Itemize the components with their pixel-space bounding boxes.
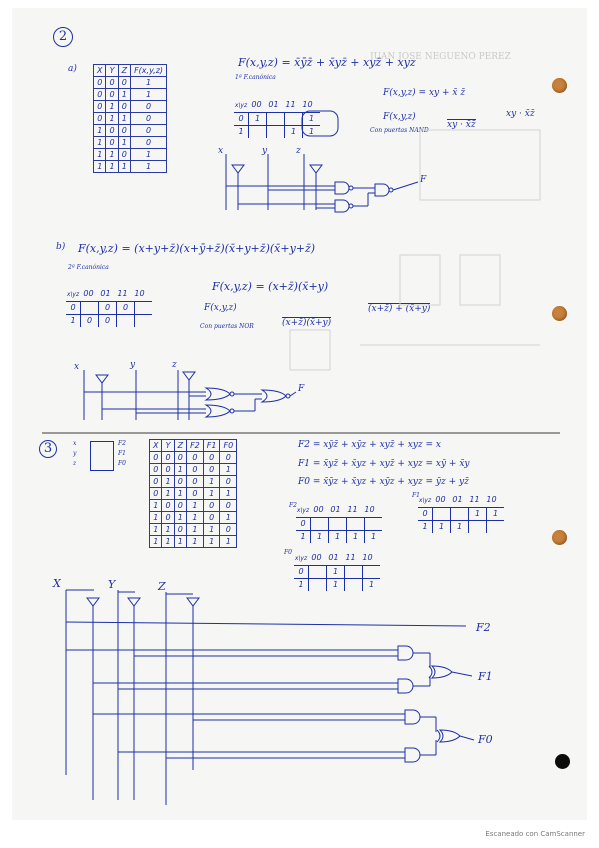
circuit-3-output-f0: F0 [478, 733, 493, 746]
block-in-y: y [73, 450, 77, 457]
kmap-row-label: 0 [238, 114, 244, 123]
tt3-cell: 1 [150, 512, 162, 524]
kmap-corner: x\yz [296, 507, 310, 514]
kmap-cell: 1 [450, 521, 468, 533]
kmap-col-label: 11 [285, 100, 296, 109]
kmap-cell: 1 [284, 126, 302, 138]
tt3-cell: 0 [150, 452, 162, 464]
circuit-2b-output: F [298, 384, 305, 394]
tt3-header: Z [174, 440, 186, 452]
kmap-row-label: 1 [238, 127, 244, 136]
tt2a-cell: 1 [94, 161, 106, 173]
kmap-cell: 1 [326, 579, 344, 591]
kmap-row-label: 1 [422, 522, 428, 531]
equation-f2: F2 = xȳz̄ + xȳz + xyz̄ + xyz = x [298, 440, 441, 450]
kmap-col-label: 00 [83, 289, 94, 298]
nand-den-2a: xy · x̄z̄ [447, 120, 476, 130]
tt3-cell: 1 [203, 488, 220, 500]
nor-note-2b: Con puertas NOR [200, 323, 254, 330]
kmap-cell: 1 [362, 579, 380, 591]
tt3-cell: 1 [203, 524, 220, 536]
circuit-2b-input-x: x [74, 362, 80, 372]
section-number-3-text: 3 [43, 441, 53, 456]
tt3-cell: 1 [187, 500, 204, 512]
tt3-cell: 1 [174, 488, 186, 500]
tt2a-cell: 1 [131, 77, 167, 89]
tt3-cell: 0 [162, 512, 174, 524]
kmap-col-label: 00 [251, 100, 262, 109]
tt3-cell: 0 [187, 488, 204, 500]
kmap-col-label: 11 [117, 289, 128, 298]
tt3-cell: 1 [150, 524, 162, 536]
tt2a-cell: 0 [94, 101, 106, 113]
canonical-2a: F(x,y,z) = x̄ȳz̄ + x̄yz̄ + xyz̄ + xyz [238, 56, 416, 69]
kmap-col-label: 10 [362, 553, 373, 562]
tt3-cell: 1 [174, 536, 186, 548]
tt3-cell: 1 [162, 524, 174, 536]
tt3-cell: 0 [162, 500, 174, 512]
kmap-col-label: 11 [347, 505, 358, 514]
tt3-header: Y [162, 440, 174, 452]
tt3-cell: 1 [162, 488, 174, 500]
tt3-cell: 0 [187, 452, 204, 464]
tt3-cell: 1 [150, 536, 162, 548]
kmap-2a-group [302, 111, 338, 136]
kmap-cell: 1 [248, 113, 266, 125]
tt3-cell: 1 [187, 524, 204, 536]
equation-f0: F0 = x̄ȳz + x̄yz + xȳz + xyz = ȳz + yz̄ [298, 477, 469, 487]
section-number-2-text: 2 [58, 29, 68, 44]
kmap-col-label: 11 [469, 495, 480, 504]
tt3-cell: 1 [203, 536, 220, 548]
part-b-label: b) [56, 242, 66, 252]
kmap-col-label: 10 [134, 289, 145, 298]
canonical-note-2a: 1ª F.canónica [235, 74, 276, 81]
circuit-3-input-y: Y [108, 578, 116, 591]
tt2a-cell: 0 [118, 101, 130, 113]
tt2a-cell: 1 [131, 89, 167, 101]
tt2a-cell: 0 [131, 101, 167, 113]
scanner-watermark: Escaneado con CamScanner [485, 830, 585, 838]
kmap-col-label: 10 [486, 495, 497, 504]
kmap-cell: 1 [486, 508, 504, 520]
tt3-cell: 0 [187, 464, 204, 476]
tt3-cell: 0 [150, 476, 162, 488]
tt2a-header: Z [118, 65, 130, 77]
tt2a-cell: 0 [131, 125, 167, 137]
circuit-3-input-z: Z [158, 580, 166, 593]
tt2a-cell: 0 [106, 89, 118, 101]
tt2a-cell: 1 [131, 149, 167, 161]
kmap-corner: x\yz [234, 102, 248, 109]
tt3-cell: 0 [174, 476, 186, 488]
tt2a-cell: 1 [131, 161, 167, 173]
faint-header: JUAN JOSE NEGUENO PEREZ [370, 52, 511, 62]
tt2a-cell: 1 [106, 161, 118, 173]
tt3-cell: 1 [174, 512, 186, 524]
tt2a-cell: 0 [131, 137, 167, 149]
kmap-col-label: 00 [313, 505, 324, 514]
part-a-label: a) [68, 64, 77, 74]
tt3-cell: 0 [220, 500, 237, 512]
circuit-2b [84, 370, 296, 420]
kmap-col-label: 10 [364, 505, 375, 514]
tt3-cell: 1 [187, 512, 204, 524]
kmap-corner: x\yz [294, 555, 308, 562]
kmap-cell: 0 [98, 315, 116, 327]
kmap-cell: 1 [364, 531, 382, 543]
kmap-cell: 1 [432, 521, 450, 533]
simplified-2a: F(x,y,z) = xy + x̄ z̄ [383, 88, 466, 98]
tt3-cell: 1 [162, 476, 174, 488]
kmap-row-label: 0 [300, 519, 306, 528]
canonical-2b: F(x,y,z) = (x+y+z̄)(x+ȳ+z̄)(x̄+y+z̄)(x̄+y+z̄) [78, 242, 316, 255]
circuit-2a-input-x: x [218, 146, 224, 156]
circuit-3-output-f2: F2 [476, 621, 491, 634]
tt2a-cell: 1 [118, 113, 130, 125]
circuit-3-output-f1: F1 [478, 670, 493, 683]
tt3-cell: 0 [220, 524, 237, 536]
circuit-2b-input-y: y [130, 360, 136, 370]
tt3-cell: 1 [150, 500, 162, 512]
kmap-cell: 1 [302, 126, 320, 138]
tt2a-cell: 1 [106, 149, 118, 161]
block-out-f2: F2 [118, 440, 126, 447]
kmap-row-label: 1 [70, 316, 76, 325]
circuit-2a-input-y: y [262, 146, 268, 156]
kmap-col-label: 01 [268, 100, 279, 109]
tt2a-cell: 0 [94, 77, 106, 89]
tt3-cell: 0 [203, 464, 220, 476]
kmap-cell: 1 [468, 508, 486, 520]
tt3-cell: 0 [162, 452, 174, 464]
equation-f1: F1 = x̄yz̄ + x̄yz + xyz̄ + xyz = xȳ + x̄y [298, 459, 470, 469]
tt3-cell: 0 [203, 452, 220, 464]
tt3-cell: 1 [162, 536, 174, 548]
kmap-row-label: 0 [298, 567, 304, 576]
tt2a-cell: 0 [118, 77, 130, 89]
tt2a-cell: 0 [118, 149, 130, 161]
tt3-cell: 0 [203, 500, 220, 512]
tt3-cell: 0 [187, 476, 204, 488]
kmap-cell: 1 [346, 531, 364, 543]
tt2a-cell: 1 [118, 137, 130, 149]
tt2a-cell: 0 [106, 125, 118, 137]
nor-lhs-2b: F(x,y,z) [204, 303, 237, 313]
tt3-header: X [150, 440, 162, 452]
kmap-cell: 0 [80, 315, 98, 327]
nand-note-2a: Con puertas NAND [370, 127, 429, 134]
tt3-cell: 0 [174, 500, 186, 512]
tt2a-cell: 0 [106, 137, 118, 149]
kmap-cell: 0 [98, 302, 116, 314]
tt2a-cell: 1 [94, 137, 106, 149]
tt3-cell: 1 [220, 488, 237, 500]
tt2a-header: F(x,y,z) [131, 65, 167, 77]
tt3-cell: 1 [220, 464, 237, 476]
circuit-2a [226, 154, 418, 212]
tt2a-cell: 0 [94, 113, 106, 125]
kmap-col-label: 00 [435, 495, 446, 504]
tt2a-header: X [94, 65, 106, 77]
kmap-cell: 0 [116, 302, 134, 314]
tt2a-cell: 1 [94, 149, 106, 161]
circuit-3-input-x: X [53, 577, 61, 590]
kmap-cell: 1 [302, 113, 320, 125]
tt3-header: F2 [187, 440, 204, 452]
tt2a-cell: 1 [118, 89, 130, 101]
kmap-col-label: 10 [302, 100, 313, 109]
circuit-2a-output: F [420, 175, 427, 185]
kmap-col-label: 01 [100, 289, 111, 298]
tt2a-cell: 0 [131, 113, 167, 125]
tt3-cell: 0 [220, 452, 237, 464]
kmap-corner: x\yz [418, 497, 432, 504]
tt3-cell: 0 [174, 524, 186, 536]
block-in-x: x [73, 440, 77, 447]
block-in-z: z [73, 460, 77, 467]
nand-rhs-2a: xy · x̄z̄ [506, 109, 535, 119]
tt3-cell: 0 [150, 488, 162, 500]
circuit-2a-input-z: z [296, 146, 301, 156]
tt3-header: F0 [220, 440, 237, 452]
kmap-row-label: 0 [70, 303, 76, 312]
tt2a-cell: 1 [118, 161, 130, 173]
block-out-f0: F0 [118, 460, 126, 467]
nand-lhs-2a: F(x,y,z) [383, 112, 416, 122]
tt3-header: F1 [203, 440, 220, 452]
nor-rhs-2b: (x+z̄) + (x̄+y) [368, 304, 431, 314]
circuit-2b-input-z: z [172, 360, 177, 370]
tt3-cell: 0 [162, 464, 174, 476]
block-out-f1: F1 [118, 450, 126, 457]
canonical-note-2b: 2ª F.canónica [68, 264, 109, 271]
tt3-cell: 0 [203, 512, 220, 524]
tt3-cell: 1 [220, 512, 237, 524]
kmap-row-label: 1 [298, 580, 304, 589]
tt2a-cell: 1 [106, 101, 118, 113]
tt3-cell: 1 [220, 536, 237, 548]
kmap-row-label: 1 [300, 532, 306, 541]
kmap-f1-name: F1 [412, 492, 420, 499]
tt2a-cell: 0 [94, 89, 106, 101]
tt3-cell: 1 [203, 476, 220, 488]
tt2a-cell: 0 [106, 77, 118, 89]
tt2a-cell: 1 [94, 125, 106, 137]
simplified-2b: F(x,y,z) = (x+z̄)(x̄+y) [212, 280, 329, 293]
circuit-3 [66, 590, 474, 805]
tt3-cell: 1 [187, 536, 204, 548]
tt2a-header: Y [106, 65, 118, 77]
kmap-col-label: 01 [328, 553, 339, 562]
kmap-col-label: 01 [452, 495, 463, 504]
tt2a-cell: 1 [106, 113, 118, 125]
kmap-col-label: 01 [330, 505, 341, 514]
nor-expr-2b: (x+z̄)(x̄+y) [282, 318, 332, 328]
kmap-cell: 1 [328, 531, 346, 543]
kmap-f0-name: F0 [284, 549, 292, 556]
kmap-col-label: 00 [311, 553, 322, 562]
tt2a-cell: 0 [118, 125, 130, 137]
tt3-cell: 0 [150, 464, 162, 476]
kmap-cell: 1 [310, 531, 328, 543]
tt3-cell: 0 [174, 452, 186, 464]
kmap-row-label: 0 [422, 509, 428, 518]
tt3-cell: 0 [220, 476, 237, 488]
kmap-col-label: 11 [345, 553, 356, 562]
kmap-cell: 1 [326, 566, 344, 578]
tt3-cell: 1 [174, 464, 186, 476]
kmap-corner: x\yz [66, 291, 80, 298]
kmap-f2-name: F2 [289, 502, 297, 509]
